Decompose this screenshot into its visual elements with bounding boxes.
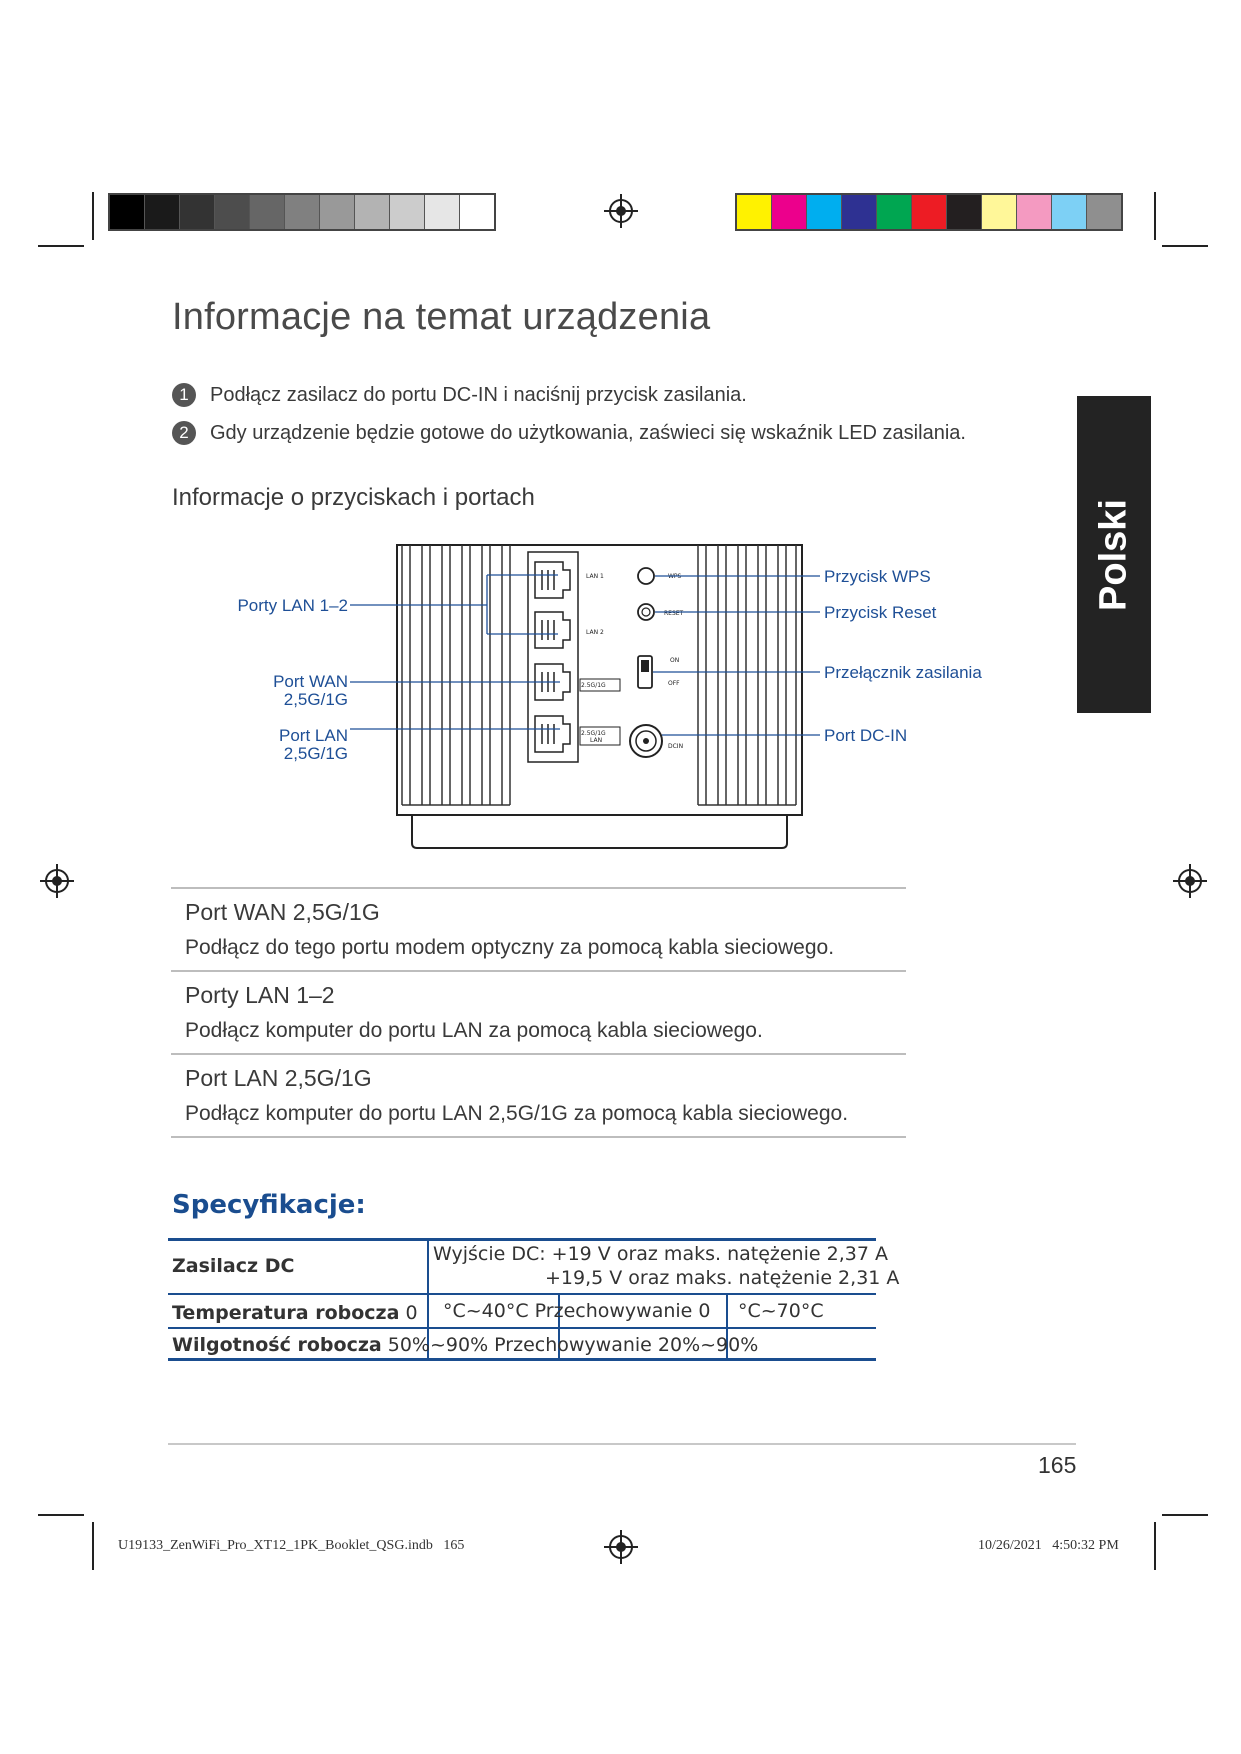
label-wan-speed: 2,5G/1G bbox=[283, 690, 348, 709]
gray-swatch bbox=[355, 195, 390, 229]
gray-swatch bbox=[390, 195, 425, 229]
label-lan-speed: 2,5G/1G bbox=[283, 744, 348, 763]
step-2 bbox=[172, 421, 966, 445]
spec-humidity-label: Wilgotność robocza 50%~90% Przechowywanie 20%~90% bbox=[172, 1334, 759, 1356]
port-row bbox=[171, 970, 906, 1053]
registration-mark-icon bbox=[604, 194, 638, 228]
step-text: Podłącz zasilacz do portu DC-IN i naciśnij przycisk zasilania. bbox=[210, 383, 747, 406]
device-label-off: OFF bbox=[668, 680, 680, 687]
gray-swatch bbox=[460, 195, 494, 229]
device-label-dcin: DCIN bbox=[668, 743, 684, 750]
crop-mark bbox=[38, 1514, 84, 1516]
step-text: Gdy urządzenie będzie gotowe do użytkowania, zaświeci się wskaźnik LED zasilania. bbox=[210, 421, 966, 444]
gray-swatch bbox=[215, 195, 250, 229]
label-wps-button: Przycisk WPS bbox=[824, 567, 931, 586]
label-reset-button: Przycisk Reset bbox=[824, 603, 937, 622]
language-label: Polski bbox=[1092, 498, 1135, 611]
device-label-lan-tag: 2.5G/1G bbox=[581, 730, 606, 737]
imprint-timestamp: 10/26/2021 4:50:32 PM bbox=[978, 1538, 1119, 1553]
port-row bbox=[171, 1053, 906, 1138]
spec-dc-value-2: +19,5 V oraz maks. natężenie 2,31 A bbox=[545, 1267, 900, 1289]
section-subtitle: Informacje o przyciskach i portach bbox=[172, 484, 535, 511]
port-description-table bbox=[171, 887, 906, 1138]
color-swatch bbox=[1017, 195, 1052, 229]
device-body bbox=[397, 545, 802, 815]
color-swatch bbox=[877, 195, 912, 229]
registration-mark-icon bbox=[604, 1530, 638, 1564]
step-number-badge: 2 bbox=[172, 421, 196, 445]
color-swatch bbox=[842, 195, 877, 229]
spec-title: Specyfikacje: bbox=[172, 1190, 366, 1220]
color-swatch bbox=[737, 195, 772, 229]
step-1 bbox=[172, 383, 747, 407]
color-calibration-bar bbox=[735, 193, 1123, 231]
wps-button-icon bbox=[638, 568, 654, 584]
language-side-tab bbox=[1077, 396, 1151, 713]
color-swatch bbox=[772, 195, 807, 229]
device-ports-diagram bbox=[160, 535, 1010, 850]
device-label-reset: RESET bbox=[664, 610, 684, 617]
crop-mark bbox=[1154, 192, 1156, 240]
label-wan-port: Port WAN bbox=[273, 672, 348, 691]
registration-mark-icon bbox=[40, 864, 74, 898]
spec-temp-label: Temperatura robocza 0 bbox=[172, 1302, 418, 1324]
device-label-on: ON bbox=[670, 657, 680, 664]
port-description: Podłącz komputer do portu LAN 2,5G/1G za pomocą kabla sieciowego. bbox=[185, 1102, 849, 1125]
spec-table bbox=[168, 1238, 900, 1361]
gray-swatch bbox=[320, 195, 355, 229]
color-swatch bbox=[982, 195, 1017, 229]
gray-swatch bbox=[145, 195, 180, 229]
imprint-filename: U19133_ZenWiFi_Pro_XT12_1PK_Booklet_QSG.indb 165 bbox=[118, 1538, 465, 1553]
device-label-lan1: LAN 1 bbox=[586, 573, 604, 580]
port-name: Port WAN 2,5G/1G bbox=[185, 899, 380, 925]
gray-swatch bbox=[110, 195, 145, 229]
port-description: Podłącz do tego portu modem optyczny za pomocą kabla sieciowego. bbox=[185, 936, 835, 959]
crop-mark bbox=[1154, 1522, 1156, 1570]
label-lan-ports-1-2: Porty LAN 1–2 bbox=[237, 596, 348, 615]
port-row bbox=[171, 887, 906, 970]
label-dcin-port: Port DC-IN bbox=[824, 726, 908, 745]
port-description: Podłącz komputer do portu LAN za pomocą kabla sieciowego. bbox=[185, 1019, 763, 1042]
footer-rule bbox=[168, 1443, 1076, 1445]
color-swatch bbox=[807, 195, 842, 229]
label-power-switch: Przełącznik zasilania bbox=[824, 663, 982, 682]
crop-mark bbox=[1162, 1514, 1208, 1516]
crop-mark bbox=[1162, 245, 1208, 247]
step-number-badge: 1 bbox=[172, 383, 196, 407]
spec-temp-storage: °C~70°C bbox=[738, 1300, 824, 1322]
device-label-lan-tag-2: LAN bbox=[590, 737, 603, 744]
gray-swatch bbox=[425, 195, 460, 229]
page-title: Informacje na temat urządzenia bbox=[172, 296, 711, 338]
device-base bbox=[412, 815, 787, 848]
color-swatch bbox=[1087, 195, 1121, 229]
crop-mark bbox=[38, 245, 84, 247]
color-swatch bbox=[947, 195, 982, 229]
registration-mark-icon bbox=[1173, 864, 1207, 898]
color-swatch bbox=[912, 195, 947, 229]
gray-swatch bbox=[180, 195, 215, 229]
port-name: Porty LAN 1–2 bbox=[185, 982, 335, 1008]
crop-mark bbox=[92, 1522, 94, 1570]
port-name: Port LAN 2,5G/1G bbox=[185, 1065, 372, 1091]
gray-swatch bbox=[285, 195, 320, 229]
grayscale-calibration-bar bbox=[108, 193, 496, 231]
spec-temp-value: °C~40°C Przechowywanie 0 bbox=[443, 1300, 711, 1322]
gray-swatch bbox=[250, 195, 285, 229]
page-number: 165 bbox=[1038, 1452, 1077, 1478]
spec-dc-label: Zasilacz DC bbox=[172, 1255, 295, 1277]
device-label-wps: WPS bbox=[668, 573, 682, 580]
device-label-wan-tag: 2.5G/1G bbox=[581, 682, 606, 689]
color-swatch bbox=[1052, 195, 1087, 229]
crop-mark bbox=[92, 192, 94, 240]
device-label-lan2: LAN 2 bbox=[586, 629, 604, 636]
spec-dc-value-1: Wyjście DC: +19 V oraz maks. natężenie 2,37 A bbox=[433, 1243, 888, 1265]
label-lan-port-25g: Port LAN bbox=[279, 726, 348, 745]
reset-button-icon bbox=[638, 604, 654, 620]
